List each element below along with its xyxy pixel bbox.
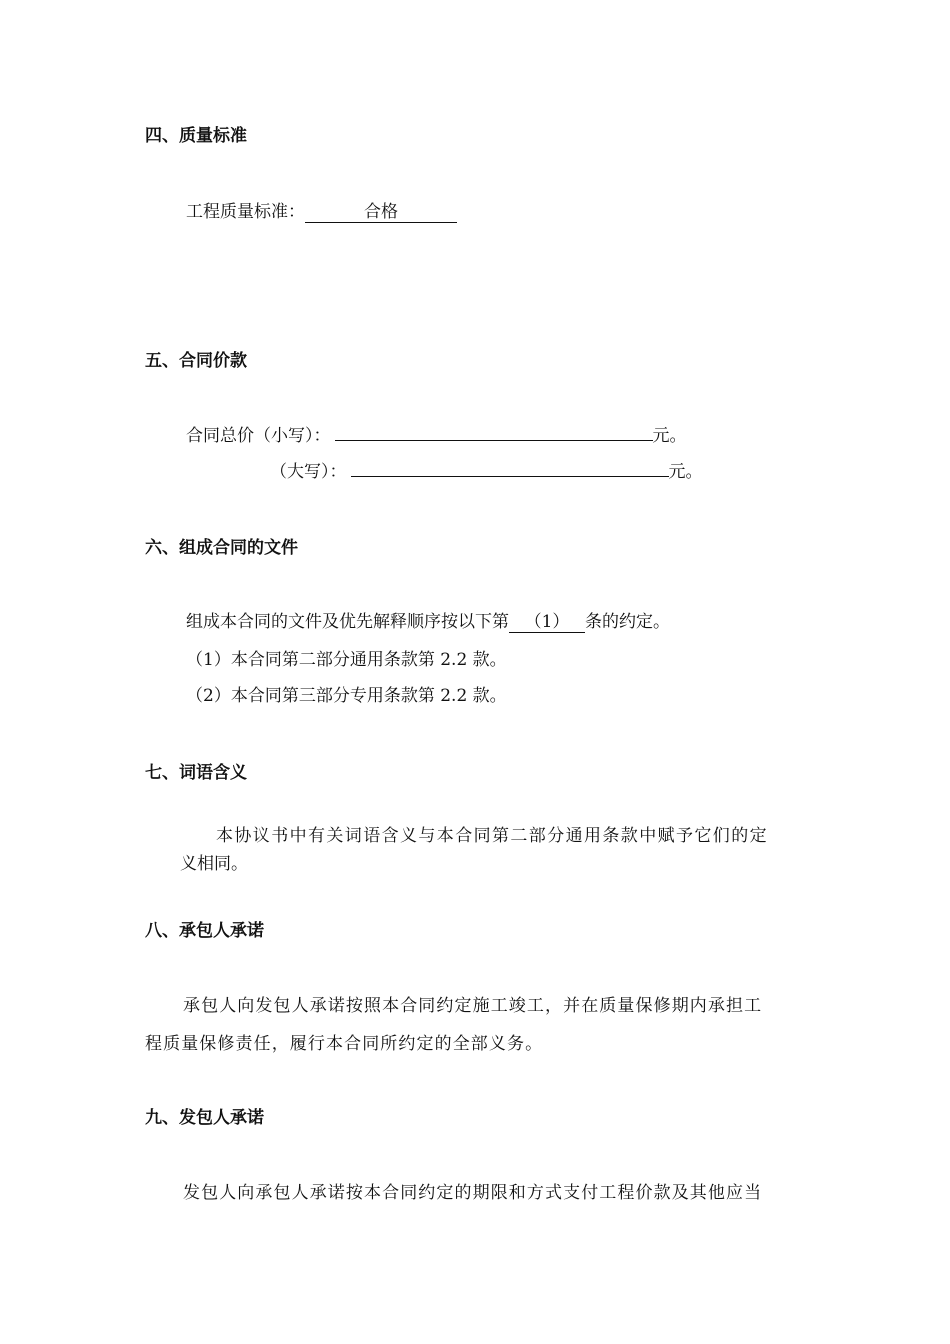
price-lower-line — [186, 421, 687, 446]
price-upper-unit: 元。 — [668, 462, 703, 482]
contractor-line-1: 承包人向发包人承诺按照本合同约定施工竣工，并在质量保修期内承担工 — [183, 996, 763, 1016]
documents-intro-suffix: 条的约定。 — [585, 612, 670, 632]
documents-choice-field[interactable]: （1） — [509, 613, 585, 633]
section-heading-documents: 六、组成合同的文件 — [145, 538, 298, 558]
contractor-line-2: 程质量保修责任，履行本合同所约定的全部义务。 — [145, 1034, 544, 1054]
quality-standard-field[interactable]: 合格 — [305, 203, 457, 223]
documents-intro-prefix: 组成本合同的文件及优先解释顺序按以下第 — [186, 612, 509, 632]
price-upper-line — [270, 457, 703, 482]
section-heading-quality: 四、质量标准 — [145, 126, 247, 146]
price-upper-label: （大写）： — [270, 462, 347, 482]
section-heading-contractor: 八、承包人承诺 — [145, 921, 264, 941]
price-lower-label: 合同总价（小写）： — [186, 426, 331, 446]
section-heading-terms: 七、词语含义 — [145, 763, 247, 783]
section-heading-price: 五、合同价款 — [145, 351, 247, 371]
terms-line-1: 本协议书中有关词语含义与本合同第二部分通用条款中赋予它们的定 — [216, 826, 768, 846]
price-lower-field[interactable] — [335, 440, 653, 441]
documents-option-2: （2）本合同第三部分专用条款第 2.2 款。 — [186, 686, 507, 706]
price-lower-unit: 元。 — [652, 426, 687, 446]
quality-standard-label: 工程质量标准： — [186, 202, 305, 222]
documents-intro-line — [186, 607, 670, 633]
quality-standard-line — [186, 197, 457, 223]
terms-line-2: 义相同。 — [180, 854, 248, 874]
section-heading-employer: 九、发包人承诺 — [145, 1108, 264, 1128]
price-upper-field[interactable] — [351, 476, 669, 477]
employer-line-1: 发包人向承包人承诺按本合同约定的期限和方式支付工程价款及其他应当 — [183, 1183, 763, 1203]
documents-option-1: （1）本合同第二部分通用条款第 2.2 款。 — [186, 650, 507, 670]
